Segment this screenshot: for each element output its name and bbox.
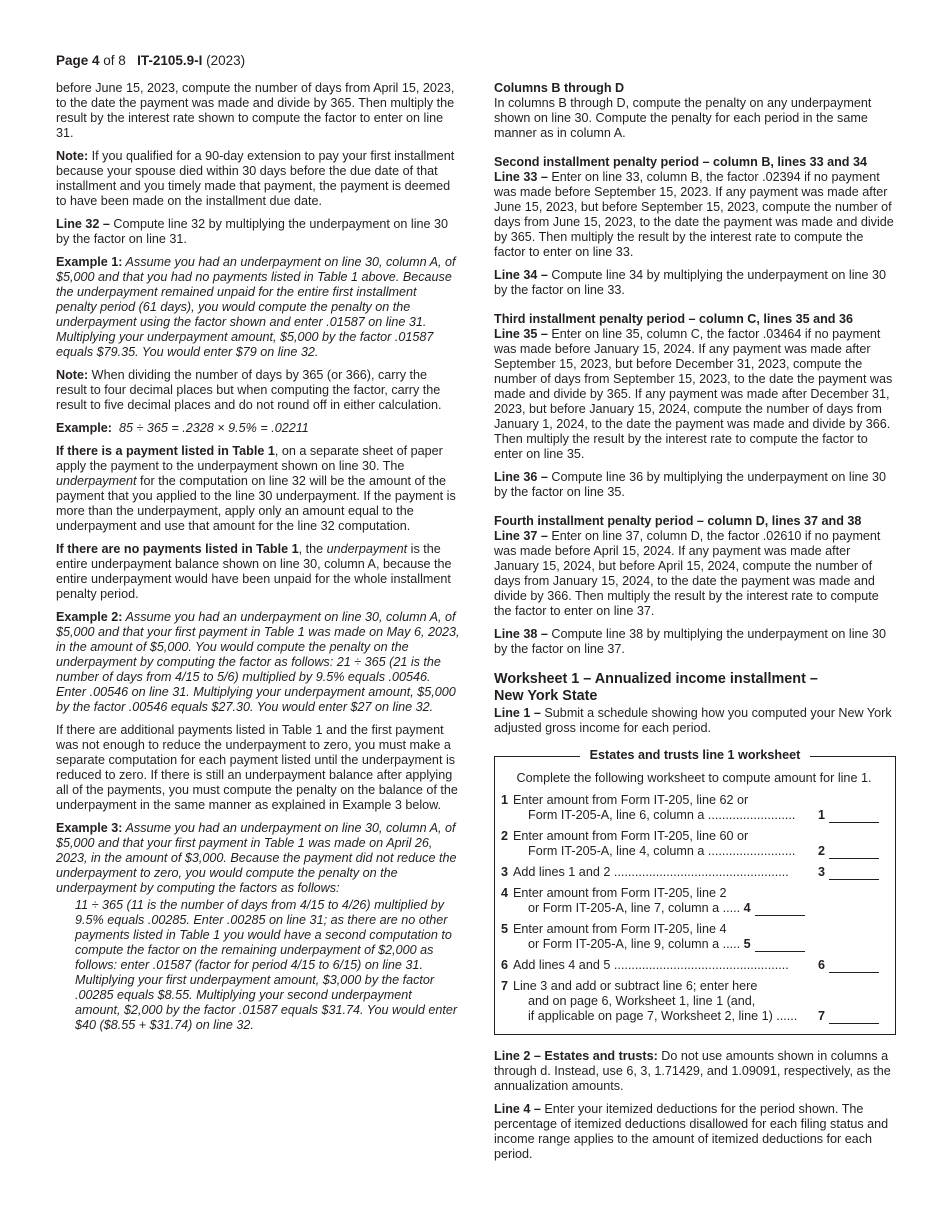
worksheet-title-text: Estates and trusts line 1 worksheet [580, 748, 811, 762]
row-text-line: or Form IT-205-A, line 7, column a ..... [528, 901, 741, 915]
row-text-line: and on page 6, Worksheet 1, line 1 (and, [528, 994, 756, 1008]
line-number: 2 [817, 844, 825, 858]
row-text [513, 886, 887, 916]
line-4-paragraph [494, 1102, 896, 1162]
note-2-paragraph [56, 368, 460, 413]
columns-b-d-text: In columns B through D, compute the penalty on any underpayment shown on line 30. Compute the penalty for each period in the same manner as in column A. [494, 96, 872, 140]
row-text-line: Enter amount from Form IT-205, line 60 or [513, 829, 749, 843]
note-paragraph [56, 149, 460, 209]
line-4-entry[interactable] [755, 903, 805, 916]
no-payment-label: If there are no payments listed in Table 1 [56, 542, 299, 556]
line-4-label: Line 4 – [494, 1102, 541, 1116]
ws1-line-1-text: Submit a schedule showing how you computed your New York adjusted gross income for each period. [494, 706, 892, 735]
section-2-heading: Second installment penalty period – column B, lines 33 and 34 [494, 155, 868, 169]
worksheet-title [495, 748, 895, 763]
line-2-paragraph [494, 1049, 896, 1094]
note-text: If you qualified for a 90-day extension to pay your first installment because your spouse died within 30 days before the due date of that installment and you timely made that payment, the payment is deemed to have been made on the installment due date. [56, 149, 455, 208]
payment-text-2: for the computation on line 32 will be the amount of the payment that you applied to the line 30 underpayment. If the payment is more than the underpayment, apply only an amount equal to the underpayment and use that amount for the line 32 computation. [56, 474, 456, 533]
row-text-line: Enter amount from Form IT-205, line 62 or [513, 793, 749, 807]
line-2-text: Do not use amounts shown in columns a through d. Instead, use 6, 3, 1.71429, and 1.09091, respectively, as the annualization amounts. [494, 1049, 891, 1093]
example-1-text: Assume you had an underpayment on line 30, column A, of $5,000 and that you had no payments listed in Table 1 above. Because the underpayment remained unpaid for the entire first installment penalty period (61 days), you would compute the penalty on the underpayment using the factor shown and enter .01587 on line 31. Multiplying your underpayment amount, $5,000 by the factor .01587 equals $79.35. You would enter $79 on line 32. [56, 255, 456, 359]
line-38-paragraph [494, 627, 896, 657]
row-text: Add lines 4 and 5 .................................................. [513, 958, 789, 972]
example-3-indented: 11 ÷ 365 (11 is the number of days from 4/15 to 4/26) multiplied by 9.5% equals .00285. Enter .00285 on line 31; as there are no other payments listed in Table 1 you would have a second computation to compute the factor on the remaining underpayment of $2,000 as follows: enter .01587 (factor for period 4/15 to 6/15) on line 31. Multiplying your first underpayment amount, $3,000 by the factor .00285 equals $8.55. Multiplying your second underpayment amount, $2,000 by the factor .01587 equals $31.74. You would enter $40 ($8.55 + $31.74) on line 32. [75, 898, 458, 1032]
form-id: IT-2105.9-I [137, 53, 203, 68]
line-6-entry[interactable] [829, 958, 879, 973]
row-text [513, 829, 811, 859]
line-32-text: Compute line 32 by multiplying the underpayment on line 30 by the factor on line 31. [56, 217, 449, 246]
no-payment-text-2: is the entire underpayment balance shown on line 30, column A, because the entire underpayment would have been unpaid for the whole installment penalty period. [56, 542, 452, 601]
note-label: Note: [56, 149, 89, 163]
line-36-text: Compute line 36 by multiplying the underpayment on line 30 by the factor on line 35. [494, 470, 887, 499]
note-2-label: Note: [56, 368, 89, 382]
worksheet-row-2 [501, 829, 887, 859]
line-37-label: Line 37 – [494, 529, 548, 543]
example-text: 85 ÷ 365 = .2328 × 9.5% = .02211 [119, 421, 309, 435]
line-35-label: Line 35 – [494, 327, 548, 341]
left-column [56, 81, 460, 1041]
worksheet-row-1 [501, 793, 887, 823]
line-37-paragraph [494, 529, 896, 619]
example-2-label: Example 2: [56, 610, 123, 624]
line-7-entry[interactable] [829, 1009, 879, 1024]
line-36-label: Line 36 – [494, 470, 548, 484]
line-37-text: Enter on line 37, column D, the factor .02610 if no payment was made before April 15, 2024. If any payment was made after January 15, 2024, but before April 15, 2024, compute the number of days from January 15, 2024, to the date the payment was made and divide by 366. Then multiply the result by the interest rate to compute the factor to enter on line 37. [494, 529, 881, 618]
paragraph: before June 15, 2023, compute the number of days from April 15, 2023, to the date the payment was made and divide by 365. Then multiply the result by the interest rate shown to compute the factor to enter on line 31. [56, 81, 455, 140]
line-number: 3 [817, 865, 825, 879]
page-label: Page 4 [56, 53, 100, 68]
line-4-text: Enter your itemized deductions for the period shown. The percentage of itemized deductions disallowed for each filing status and income range applies to the amount of itemized deductions for each period. [494, 1102, 889, 1161]
row-text [513, 922, 887, 952]
worksheet-1-heading [494, 671, 896, 705]
payment-text-1: , on a separate sheet of paper apply the payment to the underpayment shown on line 30. The [56, 444, 443, 473]
example-3-text: Assume you had an underpayment on line 30, column A, of $5,000 and that your first payment in Table 1 was made on April 26, 2023, in the amount of $3,000. Because the payment did not reduce the underpayment to zero, you would compute the penalty on the underpayment by computing the factors as follows: [56, 821, 457, 895]
row-text [513, 793, 811, 823]
example-2-text: Assume you had an underpayment on line 30, column A, of $5,000 and that your first payment in Table 1 was made on May 6, 2023, in the amount of $5,000. You would compute the penalty on the underpayment by computing the factor as follows: 21 ÷ 365 (21 is the number of days from 4/15 to 5/6) multiplied by 9.5% equals .00546. Enter .00546 on line 31. Multiplying your underpayment amount, $5,000 by the factor .00546 equals $27.30. You would enter $27 on line 32. [56, 610, 460, 714]
row-number: 1 [501, 793, 509, 807]
row-number: 7 [501, 979, 509, 993]
no-payment-text-1: , the [298, 542, 327, 556]
line-2-entry[interactable] [829, 844, 879, 859]
row-number: 2 [501, 829, 509, 843]
row-number: 4 [501, 886, 509, 900]
payment-italic: underpayment [56, 474, 137, 488]
line-35-text: Enter on line 35, column C, the factor .03464 if no payment was made before January 15, 2024. If any payment was made after September 15, 2023, but before December 31, 2023, compute the number of days from September 15, 2023, to the date the payment was made and divide by 365. If any payment was made after December 31, 2023, but before January 15, 2024, compute the number of days from January 1, 2024, to the date the payment was made and divide by 366. Then multiply the result by the interest rate to compute the factor to enter on line 35. [494, 327, 893, 461]
line-36-paragraph [494, 470, 896, 500]
row-text-line: Form IT-205-A, line 4, column a ......................... [528, 844, 796, 858]
row-number: 5 [501, 922, 509, 936]
line-5-entry[interactable] [755, 939, 805, 952]
example-2-paragraph [56, 610, 460, 715]
no-payment-paragraph [56, 542, 460, 602]
worksheet-intro: Complete the following worksheet to compute amount for line 1. [516, 771, 872, 785]
line-number: 6 [817, 958, 825, 972]
worksheet-row-4 [501, 886, 887, 916]
page-header [56, 53, 245, 68]
row-text: Add lines 1 and 2 .................................................. [513, 865, 789, 879]
worksheet-1-heading-line-1: Worksheet 1 – Annualized income installment – [494, 671, 818, 687]
row-text-line: or Form IT-205-A, line 9, column a ..... [528, 937, 741, 951]
line-1-entry[interactable] [829, 808, 879, 823]
example-3-paragraph [56, 821, 460, 896]
right-column [494, 81, 896, 1170]
worksheet-row-5 [501, 922, 887, 952]
line-34-text: Compute line 34 by multiplying the underpayment on line 30 by the factor on line 33. [494, 268, 887, 297]
example-paragraph [56, 421, 460, 436]
line-34-label: Line 34 – [494, 268, 548, 282]
worksheet-row-7 [501, 979, 887, 1024]
line-3-entry[interactable] [829, 865, 879, 880]
payment-label: If there is a payment listed in Table 1 [56, 444, 275, 458]
form-year: (2023) [206, 53, 246, 68]
row-text-line: Line 3 and add or subtract line 6; enter here [513, 979, 758, 993]
payment-paragraph [56, 444, 460, 534]
section-3-heading: Third installment penalty period – column C, lines 35 and 36 [494, 312, 854, 326]
ws1-line-1-paragraph [494, 706, 896, 736]
line-number: 4 [743, 901, 751, 915]
line-number: 7 [817, 1009, 825, 1023]
row-number: 3 [501, 865, 509, 879]
note-2-text: When dividing the number of days by 365 (or 366), carry the result to four decimal places but when computing the factor, carry the result to five decimal places and do not round off in either calculation. [56, 368, 442, 412]
line-35-paragraph [494, 327, 896, 462]
no-payment-italic: underpayment [326, 542, 408, 556]
example-label: Example: [56, 421, 112, 435]
worksheet-row-3 [501, 865, 887, 880]
page-of: of 8 [103, 53, 126, 68]
example-1-label: Example 1: [56, 255, 123, 269]
line-33-text: Enter on line 33, column B, the factor .02394 if no payment was made before September 15, 2023. If any payment was made after June 15, 2023, but before September 15, 2023, compute the number of days from June 15, 2023, to the date the payment was made and divide by 365. Then multiply the result by the interest rate to compute the factor to enter on line 33. [494, 170, 894, 259]
estates-trusts-worksheet [494, 748, 896, 1035]
line-number: 1 [817, 808, 825, 822]
section-4-heading: Fourth installment penalty period – column D, lines 37 and 38 [494, 514, 862, 528]
line-32-label: Line 32 – [56, 217, 110, 231]
line-33-label: Line 33 – [494, 170, 548, 184]
row-text-line: Enter amount from Form IT-205, line 2 [513, 886, 727, 900]
line-38-text: Compute line 38 by multiplying the underpayment on line 30 by the factor on line 37. [494, 627, 887, 656]
row-text-line: Form IT-205-A, line 6, column a ......................... [528, 808, 796, 822]
line-34-paragraph [494, 268, 896, 298]
example-3-label: Example 3: [56, 821, 123, 835]
line-2-label: Line 2 – Estates and trusts: [494, 1049, 658, 1063]
ws1-line-1-label: Line 1 – [494, 706, 541, 720]
line-32-paragraph [56, 217, 460, 247]
row-text-line: Enter amount from Form IT-205, line 4 [513, 922, 727, 936]
columns-b-d-heading: Columns B through D [494, 81, 625, 95]
line-33-paragraph [494, 170, 896, 260]
row-text-line: if applicable on page 7, Worksheet 2, line 1) ...... [528, 1009, 798, 1023]
example-1-paragraph [56, 255, 460, 360]
additional-payments-paragraph: If there are additional payments listed in Table 1 and the first payment was not enough to reduce the underpayment to zero, you must make a separate computation for each payment listed until the underpayment is reduced to zero. If there is still an underpayment balance after applying all of the payments, you must compute the penalty on the balance of the underpayment in the same manner as explained in Example 3 below. [56, 723, 458, 812]
row-text [513, 979, 811, 1024]
worksheet-row-6 [501, 958, 887, 973]
row-number: 6 [501, 958, 509, 972]
line-number: 5 [743, 937, 751, 951]
line-38-label: Line 38 – [494, 627, 548, 641]
worksheet-1-heading-line-2: New York State [494, 688, 598, 704]
